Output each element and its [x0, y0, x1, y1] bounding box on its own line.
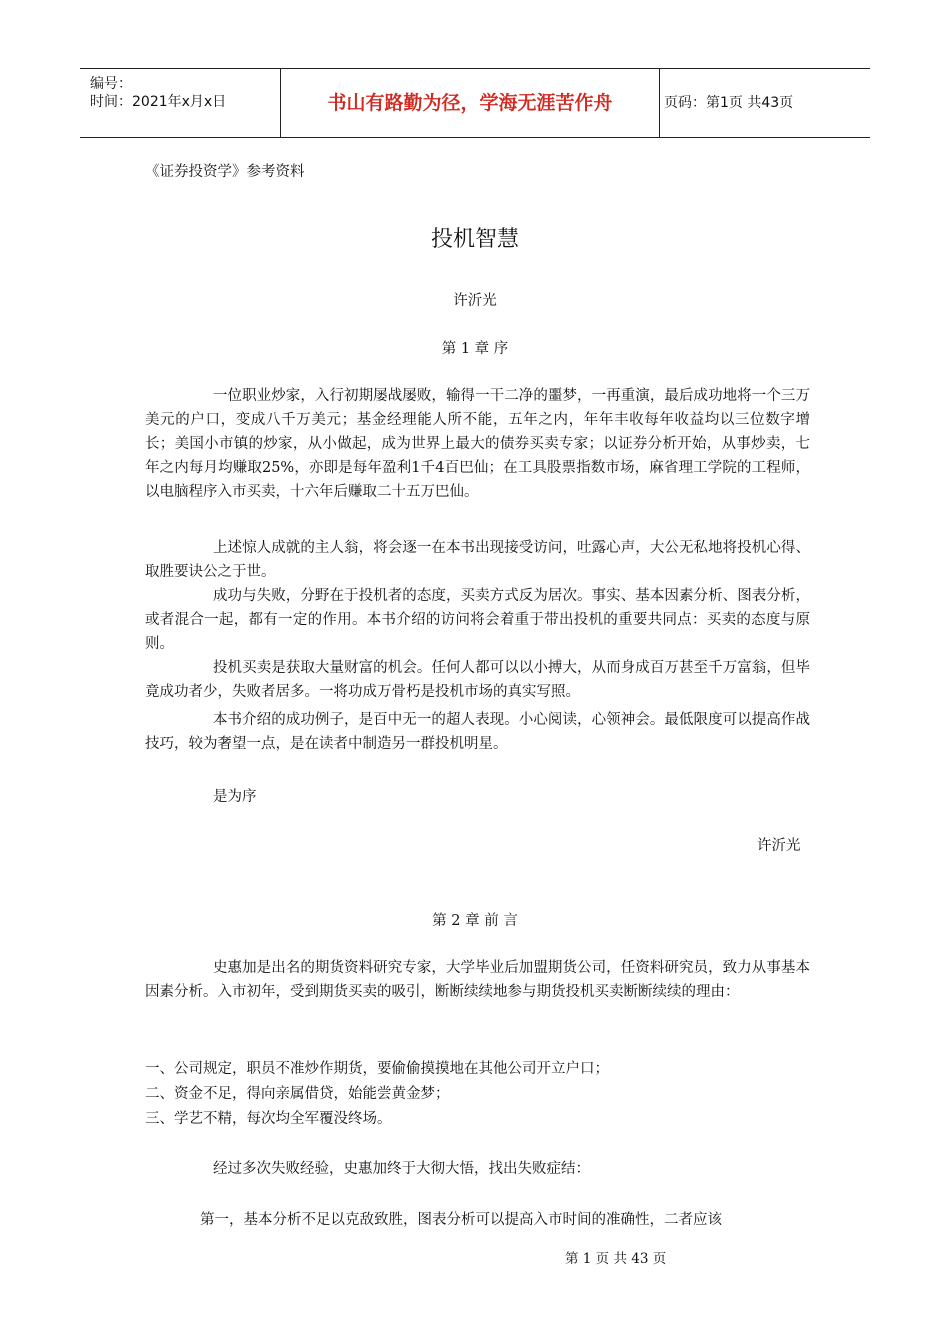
chapter2-intro: 史惠加是出名的期货资料研究专家，大学毕业后加盟期货公司，任资料研究员，致力从事基本因素分析。入市初年，受到期货买卖的吸引，断断续续地参与期货投机买卖断断续续的理由： — [145, 960, 810, 1000]
header-meta-cell — [80, 69, 281, 137]
time-label: 时间：2021年x月x日 — [90, 94, 227, 110]
chapter1-paragraph: 一位职业炒家，入行初期屡战屡败，输得一干二净的噩梦，一再重演，最后成功地将一个三万美元的户口，变成八千万美元；基金经理能人所不能，五年之内，年年丰收每年收益均以三位数字增长；美国小市镇的炒家，从小做起，成为世界上最大的债券买卖专家；以证券分析开始，从事炒卖，七年之内每月均赚取25%，亦即是每年盈利1千4百巴仙；在工具股票指数市场，麻省理工学院的工程师，以电脑程序入市买卖，十六年后赚取二十五万巴仙。 — [145, 388, 810, 500]
page-header — [80, 68, 870, 138]
chapter1-paragraph: 成功与失败，分野在于投机者的态度，买卖方式反为居次。事实、基本因素分析、图表分析，或者混合一起，都有一定的作用。本书介绍的访问将会着重于带出投机的重要共同点：买卖的态度与原则。 — [145, 588, 810, 652]
page-footer: 第 1 页 共 43 页 — [565, 1251, 667, 1267]
preface-signature: 许沂光 — [757, 838, 801, 854]
header-motto: 书山有路勤为径，学海无涯苦作舟 — [281, 69, 660, 137]
chapter1-heading: 第 1 章 序 — [441, 341, 509, 357]
first-point: 第一，基本分析不足以克敌致胜，图表分析可以提高入市时间的准确性，二者应该 — [200, 1212, 722, 1228]
chapter1-paragraph: 投机买卖是获取大量财富的机会。任何人都可以以小搏大，从而身成百万甚至千万富翁，但毕竟成功者少，失败者居多。一将功成万骨朽是投机市场的真实写照。 — [145, 660, 810, 700]
chapter2-heading: 第 2 章 前 言 — [432, 913, 518, 929]
author-name: 许沂光 — [453, 293, 497, 309]
reason-item: 三、学艺不精，每次均全军覆没终场。 — [145, 1111, 392, 1127]
reason-item: 二、资金不足，得向亲属借贷，始能尝黄金梦； — [145, 1086, 450, 1102]
document-title: 投机智慧 — [430, 227, 519, 252]
lesson-intro: 经过多次失败经验，史惠加终于大彻大悟，找出失败症结： — [213, 1161, 590, 1177]
chapter1-paragraph: 本书介绍的成功例子，是百中无一的超人表现。小心阅读，心领神会。最低限度可以提高作战技巧，较为奢望一点，是在读者中制造另一群投机明星。 — [145, 712, 810, 752]
number-label: 编号： — [90, 76, 132, 92]
preface-closing: 是为序 — [213, 789, 257, 805]
reason-item: 一、公司规定，职员不准炒作期货，要偷偷摸摸地在其他公司开立户口； — [145, 1061, 609, 1077]
header-page-info: 页码：第1页 共43页 — [664, 95, 794, 111]
chapter1-paragraph: 上述惊人成就的主人翁，将会逐一在本书出现接受访问，吐露心声，大公无私地将投机心得、取胜要诀公之于世。 — [145, 540, 810, 580]
source-label: 《证券投资学》参考资料 — [145, 164, 305, 180]
